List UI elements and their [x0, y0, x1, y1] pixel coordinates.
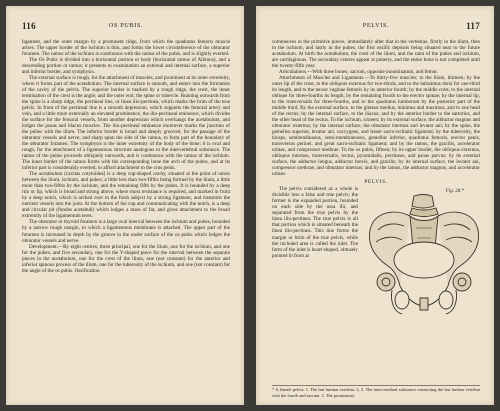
- right-paragraph-1: commences in the primitive pieces, immediately after that in the vertebrae, firstly in the ilium, then in the ischium, and lastly in the pubes; the first ossific deposits being situated near to the future acetabulum. At birth the acetabulum, the crest of the ilium, and the rami of the pubes and ischium, are cartilaginous. The secondary centres appear at puberty, and the entire bone is not completed until the twenty-fifth year.: [272, 39, 480, 70]
- footnote: * A female pelvis. 1. The last lumbar vertebra. 2, 3. The intervertebral substance connecting the last lumbar vertebra with the fourth and sacrum. 2. The promontory: [272, 387, 480, 398]
- figure-label: Fig. 28.*: [445, 189, 464, 195]
- right-paragraph-2: Articulations.—With three bones; sacrum, opposite innominatum, and femur.: [279, 69, 438, 76]
- left-running-head: OS PUBIS.: [108, 22, 144, 29]
- left-page: [6, 6, 244, 405]
- left-paragraph-6: Development.—By eight centres; three principal, one for the ilium, one for the ischium, and one for the pubes; and five secondary, one for the Y-shaped piece for the interval between the separate pieces in the acetabulum, one for the crest of the ilium, one (not constant) for the anterior and inferior spinous process of the ilium, one for the tuberosity of the ischium, and one (not constant) for the angle of the os pubis. Ossification: [22, 243, 230, 274]
- right-paragraph-3: Attachments of Muscles and Ligaments.—To thirty-five muscles; to the ilium, thirteen; by the outer lip of the crest, to the obliquus externus for two-thirds, and to the latissimus dorsi for one-third its length, and to the tensor vaginae femoris by its anterior fourth; by the middle crest, to the internal oblique for three-fourths its length, by the remaining fourth to the erector spinae; by the internal lip, to the transversalis for three-fourths, and to the quadratus lumborum by the posterior part of the middle third. By the external surface, to the gluteus medius, minimus and maximus, and to one head of the rectus; by the internal surface, to the iliacus; and by the anterior border to the sartorius, and the other head of the rectus. To the ischium, sixteen; by its external surface, the adductor magnus and obturator externus; by the internal surface, the obturator internus and levator ani; by the spine, the gemellus superior, levator ani, coccygeus, and lesser sacro-ischiatic ligament; by the tuberosity, the biceps, semitendinosus, semi-membranosus, gemellus inferior, quadratus femoris, erector penis, transversus perinei, and great sacro-ischiatic ligament; and by the ramus, the gracilis, accelerator urinae, and compressor urethrae. To the os pubis, fifteen; by its upper border, the obliquus externus, obliquus internus, transversalis, rectus, pyramidalis, pectineus, and psoas parvus; by its external surface, the adductor longus, adductor brevis, and gracilis; by its internal surface, the levator ani, compressor urethrae, and obturator internus; and by the ramus, the adductor magnus, and accelerator urinae.: [272, 75, 480, 178]
- lumbar-vertebra-shape: [412, 195, 434, 209]
- right-page: [256, 6, 494, 405]
- figure-side-paragraph: The pelvis considered as a whole is divisible into a false and true pelvis; the former is the expanded portion, bounded on each side by the ossa ilii, and separated from the true pelvis by the linea ilio-pectinea. The true pelvis is all that portion which is situated beneath the linea ilio-pectinea. This line forms the margin or brim of the true pelvis, while the included area is called the inlet. The form of the inlet is heart-shaped, obtusely pointed in front at: [272, 186, 358, 259]
- pelvis-illustration: [364, 186, 482, 318]
- pelvis-figure: [364, 186, 482, 318]
- left-paragraph-4: The acetabulum (cavitas cotyloidea) is a deep cup-shaped cavity, situated at the point of union between the ilium, ischium, and pubes; a little less than two-fifths being formed by the ilium, a little more than two-fifths by the ischium, and the remaining fifth by the pubes. It is bounded by a deep rim or lip, which is broad and strong above, where most resistance is required, and marked in front by a deep notch, which is arched over in the fresh subject by a strong ligament, and transmits the nutrient vessels into the joint. At the bottom of the cup and communicating with the notch, is a deep and circular pit (fundus acetabuli) which lodges a mass of fat, and gives attachment to the broad extremity of the ligamentum teres.: [22, 171, 230, 220]
- right-page-body: [272, 39, 480, 397]
- left-paragraph-2: The Os Pubis is divided into a horizontal portion or body (horizontal ramus of Albinus), and a descending portion or ramus; it presents to examination an external and internal surface, a superior and inferior border, and symphysis.: [22, 57, 230, 76]
- left-paragraph-1: ligament, and the outer margin by a prominent ridge, from which the quadratus femoris muscle arises. The upper border of the ischium is thin, and forms the lower circumference of the obturator foramen. The ramus of the ischium is continuous with the ramus of the pubis, and is slightly everted.: [22, 39, 230, 58]
- left-paragraph-5: The obturator or thyroid foramen is a large oval interval between the ischium and pubes, bounded by a narrow rough margin, to which a ligamentous membrane is attached. The upper part of the foramen is increased in depth by the groove in the under surface of the os pubis which lodges the obturator vessels and nerve.: [22, 219, 230, 244]
- left-paragraph-3: The external surface is rough, for the attachment of muscles; and prominent at its outer extremity, where it forms part of the acetabulum. The internal surface is smooth, and enters into the formation of the cavity of the pelvis. The superior border is marked by a rough ridge, the crest, the inner termination of the crest is the angle; and the outer end, the spine or tubercle. Running outwards from the spine is a sharp ridge, the pectineal line, or linea ilio-pectinea, which marks the brim of the true pelvis. In front of the pectineal line is a smooth depression, which supports the femoral artery and vein, and a little more externally an elevated prominence, the ilio-pectineal eminence, which divides the surface for the femoral vessels, from another depression which overhangs the acetabulum, and lodges the psoas and iliacus muscles. The ilio-pectineal eminence moreover marks the junction of the pubes with the ilium. The inferior border is broad and deeply grooved, for the passage of the obturator vessels and nerve; and sharp upon the side of the ramus, to form part of the boundary of the obturator foramen. The symphysis is the inner extremity of the body of the bone; it is oval and rough, for the attachment of a ligamentous structure analogous to the intervertebral substance. The ramus of the pubes proceeds obliquely outwards, and is continuous with the ramus of the ischium. The inner border of the ramus forms with the corresponding bone the arch of the pubes, and at its inferior part is considerably everted, to afford attachment to the crus penis.: [22, 75, 230, 172]
- right-page-number: 117: [466, 21, 480, 31]
- left-page-number: 116: [22, 21, 36, 31]
- figure-side-text: [272, 186, 358, 258]
- left-page-body: [22, 39, 230, 397]
- right-running-head: PELVIS.: [362, 22, 390, 29]
- left-page-header: [22, 22, 230, 34]
- section-title-pelvis: PELVIS.: [364, 179, 388, 186]
- figure-block: [272, 186, 480, 326]
- right-page-header: [272, 22, 480, 34]
